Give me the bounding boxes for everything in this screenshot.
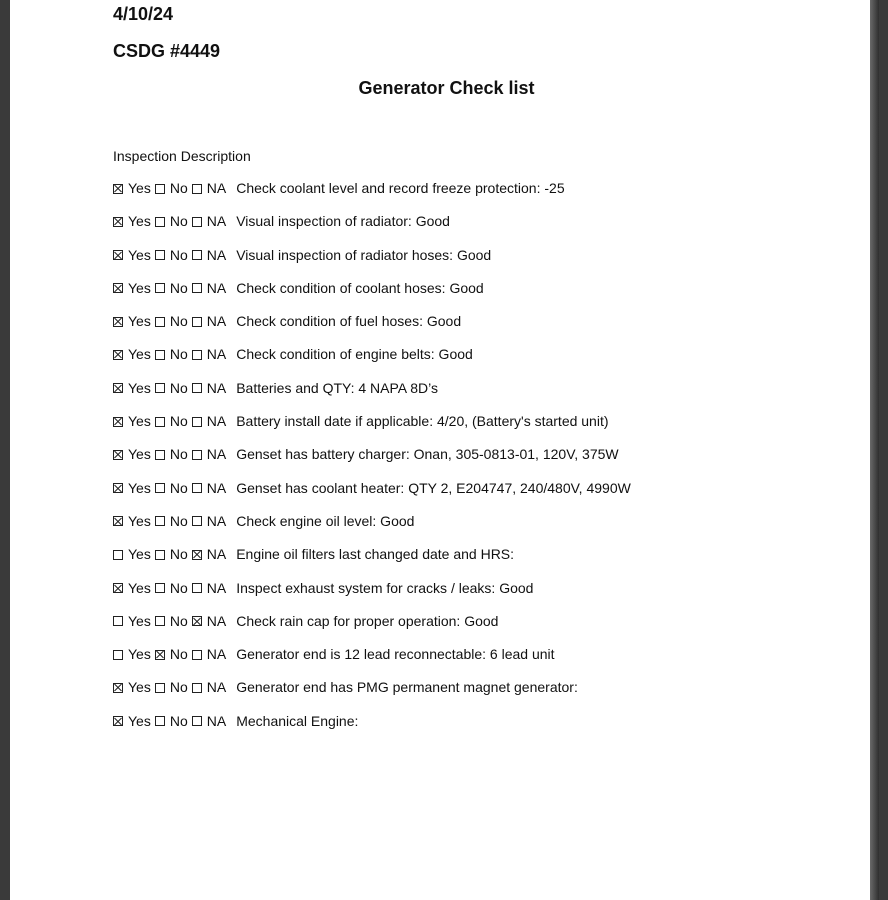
checkbox-na[interactable] xyxy=(192,650,202,660)
checklist-row xyxy=(113,513,631,546)
checkbox-yes[interactable] xyxy=(113,417,123,427)
option-no xyxy=(155,247,188,263)
option-yes xyxy=(113,247,151,263)
option-label-no: No xyxy=(169,413,188,430)
option-label-no: No xyxy=(169,279,188,296)
option-no xyxy=(155,380,188,396)
option-no xyxy=(155,213,188,229)
option-no xyxy=(155,580,188,596)
checkbox-no[interactable] xyxy=(155,217,165,227)
checkbox-no[interactable] xyxy=(155,350,165,360)
option-label-na: NA xyxy=(206,446,227,463)
option-label-yes: Yes xyxy=(128,180,151,196)
checkbox-yes[interactable] xyxy=(113,317,123,327)
option-label-na: NA xyxy=(206,413,227,430)
option-label-no: No xyxy=(169,246,188,263)
checkbox-no[interactable] xyxy=(155,616,165,626)
option-yes xyxy=(113,313,151,329)
option-no xyxy=(155,480,188,496)
option-na xyxy=(192,446,226,462)
report-date: 4/10/24 xyxy=(113,4,174,24)
option-yes xyxy=(113,380,151,396)
item-description: Inspect exhaust system for cracks / leaks: Good xyxy=(236,579,534,596)
checkbox-no[interactable] xyxy=(155,417,165,427)
checkbox-yes[interactable] xyxy=(113,583,123,593)
option-label-na: NA xyxy=(206,712,227,729)
checkbox-no[interactable] xyxy=(155,317,165,327)
option-yes xyxy=(113,180,151,196)
checkbox-yes[interactable] xyxy=(113,184,123,194)
option-label-no: No xyxy=(169,213,188,230)
checkbox-yes[interactable] xyxy=(113,716,123,726)
option-label-yes: Yes xyxy=(128,279,151,296)
option-label-na: NA xyxy=(206,379,227,396)
option-label-yes: Yes xyxy=(128,712,151,729)
section-heading: Inspection Description xyxy=(113,148,251,164)
checklist-row xyxy=(113,713,631,746)
checkbox-na[interactable] xyxy=(192,616,202,626)
item-description: Visual inspection of radiator: Good xyxy=(236,213,450,230)
checkbox-yes[interactable] xyxy=(113,483,123,493)
option-label-na: NA xyxy=(206,346,227,363)
option-label-yes: Yes xyxy=(128,512,151,529)
checkbox-no[interactable] xyxy=(155,450,165,460)
option-label-na: NA xyxy=(206,546,227,563)
option-label-no: No xyxy=(169,579,188,596)
option-label-yes: Yes xyxy=(128,612,151,629)
option-no xyxy=(155,346,188,362)
checklist-row xyxy=(113,213,631,246)
option-yes xyxy=(113,646,151,662)
checkbox-na[interactable] xyxy=(192,450,202,460)
checklist-row xyxy=(113,446,631,479)
option-yes xyxy=(113,346,151,362)
option-label-yes: Yes xyxy=(128,479,151,496)
option-yes xyxy=(113,446,151,462)
option-no xyxy=(155,313,188,329)
checkbox-yes[interactable] xyxy=(113,383,123,393)
option-label-yes: Yes xyxy=(128,246,151,263)
checkbox-na[interactable] xyxy=(192,483,202,493)
checklist-row xyxy=(113,413,631,446)
checkbox-yes[interactable] xyxy=(113,250,123,260)
checkbox-yes[interactable] xyxy=(113,650,123,660)
option-label-yes: Yes xyxy=(128,646,151,663)
option-label-no: No xyxy=(169,346,188,363)
option-na xyxy=(192,713,226,729)
option-label-na: NA xyxy=(206,646,227,663)
option-no xyxy=(155,613,188,629)
option-na xyxy=(192,380,226,396)
checklist-row xyxy=(113,280,631,313)
checkbox-no[interactable] xyxy=(155,283,165,293)
item-description: Check coolant level and record freeze protection: -25 xyxy=(236,180,565,196)
option-yes xyxy=(113,580,151,596)
checkbox-yes[interactable] xyxy=(113,616,123,626)
checkbox-no[interactable] xyxy=(155,483,165,493)
checklist-row xyxy=(113,613,631,646)
checkbox-yes[interactable] xyxy=(113,550,123,560)
option-label-yes: Yes xyxy=(128,679,151,696)
option-yes xyxy=(113,679,151,695)
option-label-yes: Yes xyxy=(128,313,151,330)
option-label-no: No xyxy=(169,512,188,529)
option-label-na: NA xyxy=(206,313,227,330)
option-label-no: No xyxy=(169,546,188,563)
checkbox-yes[interactable] xyxy=(113,516,123,526)
option-label-no: No xyxy=(169,313,188,330)
item-description: Engine oil filters last changed date and HRS: xyxy=(236,546,515,563)
option-label-yes: Yes xyxy=(128,379,151,396)
option-label-yes: Yes xyxy=(128,579,151,596)
checkbox-na[interactable] xyxy=(192,250,202,260)
item-description: Check condition of engine belts: Good xyxy=(236,346,473,363)
option-label-no: No xyxy=(169,646,188,663)
checkbox-no[interactable] xyxy=(155,716,165,726)
checklist-row xyxy=(113,346,631,379)
item-description: Generator end is 12 lead reconnectable: 6 lead unit xyxy=(236,646,555,663)
option-na xyxy=(192,546,226,562)
item-description: Visual inspection of radiator hoses: Good xyxy=(236,246,492,263)
option-no xyxy=(155,646,188,662)
option-label-na: NA xyxy=(206,479,227,496)
option-no xyxy=(155,546,188,562)
checkbox-no[interactable] xyxy=(155,516,165,526)
item-description: Genset has coolant heater: QTY 2, E204747, 240/480V, 4990W xyxy=(236,479,631,496)
checkbox-no[interactable] xyxy=(155,683,165,693)
checkbox-na[interactable] xyxy=(192,184,202,194)
item-description: Check condition of fuel hoses: Good xyxy=(236,313,462,330)
option-label-yes: Yes xyxy=(128,546,151,563)
option-label-yes: Yes xyxy=(128,413,151,430)
checklist-row xyxy=(113,480,631,513)
option-yes xyxy=(113,613,151,629)
checkbox-na[interactable] xyxy=(192,217,202,227)
item-description: Battery install date if applicable: 4/20, (Battery's started unit) xyxy=(236,413,609,430)
option-yes xyxy=(113,280,151,296)
option-label-na: NA xyxy=(206,679,227,696)
option-na xyxy=(192,346,226,362)
checklist-row xyxy=(113,646,631,679)
checkbox-no[interactable] xyxy=(155,550,165,560)
option-label-na: NA xyxy=(206,512,227,529)
checkbox-na[interactable] xyxy=(192,683,202,693)
checkbox-na[interactable] xyxy=(192,550,202,560)
option-label-yes: Yes xyxy=(128,446,151,463)
checkbox-na[interactable] xyxy=(192,383,202,393)
report-reference: CSDG #4449 xyxy=(113,41,221,61)
option-na xyxy=(192,480,226,496)
checklist-row xyxy=(113,180,631,213)
checkbox-na[interactable] xyxy=(192,716,202,726)
checklist-row xyxy=(113,546,631,579)
checkbox-no[interactable] xyxy=(155,383,165,393)
option-label-na: NA xyxy=(206,279,227,296)
checklist-row xyxy=(113,679,631,712)
option-no xyxy=(155,513,188,529)
option-label-no: No xyxy=(169,180,188,196)
page-edge-shadow xyxy=(870,0,879,900)
checkbox-no[interactable] xyxy=(155,650,165,660)
checkbox-yes[interactable] xyxy=(113,350,123,360)
option-na xyxy=(192,580,226,596)
checklist-row xyxy=(113,247,631,280)
item-description: Mechanical Engine: xyxy=(236,712,359,729)
option-label-no: No xyxy=(169,679,188,696)
checkbox-na[interactable] xyxy=(192,516,202,526)
option-label-yes: Yes xyxy=(128,213,151,230)
option-no xyxy=(155,413,188,429)
option-label-no: No xyxy=(169,479,188,496)
item-description: Check rain cap for proper operation: Good xyxy=(236,612,499,629)
option-label-no: No xyxy=(169,446,188,463)
option-yes xyxy=(113,546,151,562)
option-na xyxy=(192,613,226,629)
option-no xyxy=(155,280,188,296)
checkbox-na[interactable] xyxy=(192,417,202,427)
option-label-na: NA xyxy=(206,246,227,263)
option-label-no: No xyxy=(169,379,188,396)
checklist-row xyxy=(113,313,631,346)
checklist xyxy=(113,180,631,746)
option-na xyxy=(192,313,226,329)
option-yes xyxy=(113,713,151,729)
checklist-row xyxy=(113,380,631,413)
option-no xyxy=(155,713,188,729)
document-page xyxy=(10,0,879,900)
checklist-row xyxy=(113,580,631,613)
option-no xyxy=(155,180,188,196)
option-no xyxy=(155,679,188,695)
checkbox-yes[interactable] xyxy=(113,283,123,293)
option-label-no: No xyxy=(169,712,188,729)
option-yes xyxy=(113,213,151,229)
option-na xyxy=(192,413,226,429)
option-yes xyxy=(113,513,151,529)
checkbox-yes[interactable] xyxy=(113,450,123,460)
checkbox-na[interactable] xyxy=(192,350,202,360)
checkbox-no[interactable] xyxy=(155,250,165,260)
option-label-na: NA xyxy=(206,612,227,629)
item-description: Genset has battery charger: Onan, 305-0813-01, 120V, 375W xyxy=(236,446,619,463)
option-label-no: No xyxy=(169,612,188,629)
item-description: Check condition of coolant hoses: Good xyxy=(236,279,484,296)
checkbox-no[interactable] xyxy=(155,184,165,194)
option-label-na: NA xyxy=(206,213,227,230)
item-description: Check engine oil level: Good xyxy=(236,512,415,529)
option-yes xyxy=(113,413,151,429)
option-na xyxy=(192,513,226,529)
option-label-na: NA xyxy=(206,180,227,196)
option-na xyxy=(192,679,226,695)
option-na xyxy=(192,180,226,196)
page-title: Generator Check list xyxy=(358,78,535,98)
option-label-yes: Yes xyxy=(128,346,151,363)
option-no xyxy=(155,446,188,462)
checkbox-na[interactable] xyxy=(192,283,202,293)
option-label-na: NA xyxy=(206,579,227,596)
checkbox-yes[interactable] xyxy=(113,683,123,693)
option-yes xyxy=(113,480,151,496)
checkbox-yes[interactable] xyxy=(113,217,123,227)
option-na xyxy=(192,280,226,296)
item-description: Batteries and QTY: 4 NAPA 8D’s xyxy=(236,379,439,396)
option-na xyxy=(192,213,226,229)
checkbox-na[interactable] xyxy=(192,317,202,327)
option-na xyxy=(192,646,226,662)
checkbox-na[interactable] xyxy=(192,583,202,593)
checkbox-no[interactable] xyxy=(155,583,165,593)
option-na xyxy=(192,247,226,263)
item-description: Generator end has PMG permanent magnet generator: xyxy=(236,679,578,696)
